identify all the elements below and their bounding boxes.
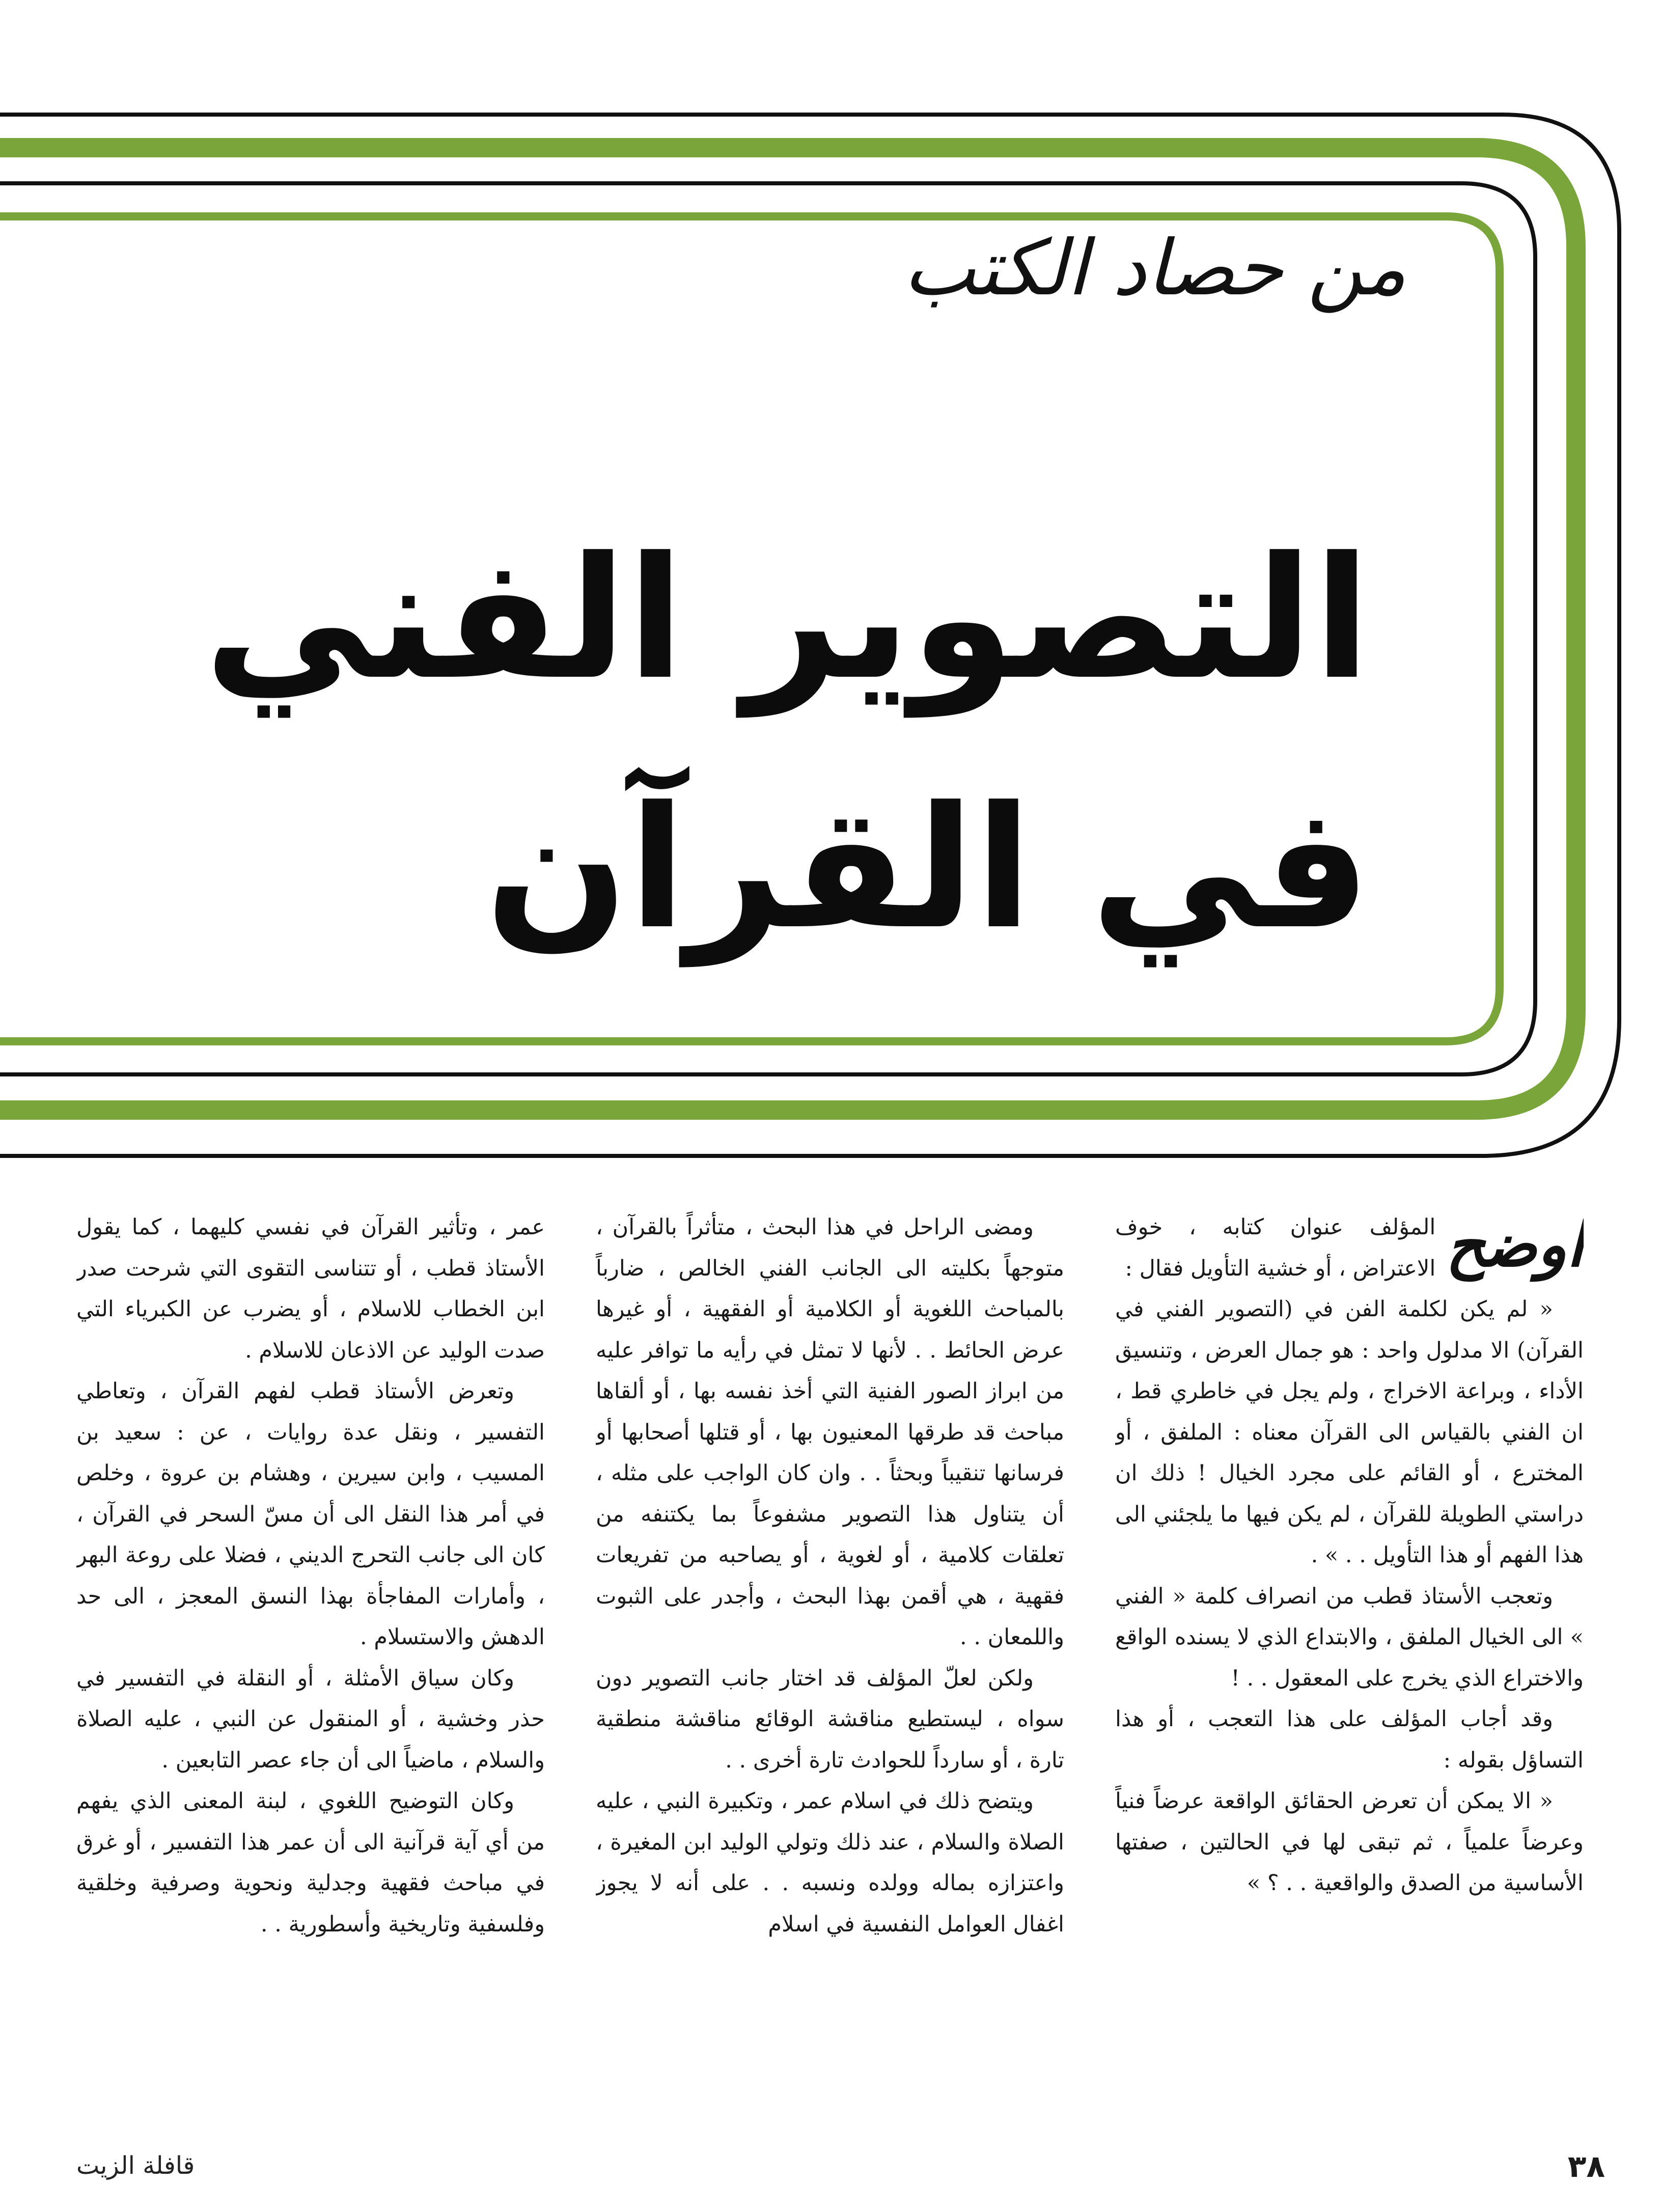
paragraph: وتعرض الأستاذ قطب لفهم القرآن ، وتعاطي التفسير ، ونقل عدة روايات ، عن : سعيد بن المسيب ، وابن سيرين ، وهشام بن عروة ، وخلص في أمر هذا النقل الى أن مسّ السحر في القرآن ، كان الى جانب التحرج الديني ، فضلا على روعة البهر ، وأمارات المفاجأة بهذا النسق المعجز ، الى حد الدهش والاستسلام .	[76, 1378, 545, 1650]
paragraph: وكان التوضيح اللغوي ، لبنة المعنى الذي يفهم من أي آية قرآنية الى أن عمر هذا التفسير ، أو غرق في مباحث فقهية وجدلية ونحوية وصرفية وخلقية وفلسفية وتاريخية وأسطورية . .	[76, 1788, 545, 1937]
paragraph: ولكن لعلّ المؤلف قد اختار جانب التصوير دون سواه ، ليستطيع مناقشة الوقائع مناقشة منطقية تارة ، أو سارداً للحوادث تارة أخرى . .	[596, 1665, 1064, 1773]
paragraph: « لم يكن لكلمة الفن في (التصوير الفني في القرآن) الا مدلول واحد : هو جمال العرض ، وتنسيق الأداء ، وبراعة الاخراج ، ولم يجل في خاطري قط ، ان الفني بالقياس الى القرآن معناه : الملفق ، أو المخترع ، أو القائم على مجرد الخيال ! ذلك ان دراستي الطويلة للقرآن ، لم يكن فيها ما يلجئني الى هذا الفهم أو هذا التأويل . . » .	[1115, 1296, 1584, 1568]
paragraph: وتعجب الأستاذ قطب من انصراف كلمة « الفني » الى الخيال الملفق ، والابتداع الذي لا يسنده الواقع والاختراع الذي يخرج على المعقول . . !	[1115, 1583, 1584, 1691]
article-body	[76, 1207, 1584, 2072]
text-column-1	[1115, 1207, 1584, 2072]
paragraph: ومضى الراحل في هذا البحث ، متأثراً بالقرآن ، متوجهاً بكليته الى الجانب الفني الخالص ، ضارباً بالمباحث اللغوية أو الكلامية أو الفقهية ، أو غيرها عرض الحائط . . لأنها لا تمثل في رأيه ما توافر عليه من ابراز الصور الفنية التي أخذ نفسه بها ، أو ألقاها مباحث قد طرقها المعنيون بها ، أو قتلها أصحابها أو فرسانها تنقيباً وبحثاً . . وان كان الواجب على مثله ، أن يتناول هذا التصوير مشفوعاً بما يكتنفه من تعلقات كلامية ، أو لغوية ، أو يصاحبه من تفريعات فقهية ، هي أقمن بهذا البحث ، وأجدر على الثبوت واللمعان . .	[596, 1214, 1064, 1650]
paragraph: وكان سياق الأمثلة ، أو النقلة في التفسير في حذر وخشية ، أو المنقول عن النبي ، عليه الصلاة والسلام ، ماضياً الى أن جاء عصر التابعين .	[76, 1665, 545, 1773]
paragraph: وقد أجاب المؤلف على هذا التعجب ، أو هذا التساؤل بقوله :	[1115, 1706, 1584, 1773]
drop-cap-word: اوضح	[1446, 1209, 1584, 1281]
article-title-line-1: التصوير الفني	[204, 521, 1371, 716]
article-title-line-2: في القرآن	[485, 770, 1371, 966]
paragraph: عمر ، وتأثير القرآن في نفسي كليهما ، كما يقول الأستاذ قطب ، أو تتناسى التقوى التي شرحت صدر ابن الخطاب للاسلام ، أو يضرب عن الكبرياء التي صدت الوليد عن الاذعان للاسلام .	[76, 1214, 545, 1363]
text-column-2	[596, 1207, 1064, 2072]
page-number: ٣٨	[1567, 2149, 1605, 2185]
paragraph: ويتضح ذلك في اسلام عمر ، وتكبيرة النبي ، عليه الصلاة والسلام ، عند ذلك وتولي الوليد ابن المغيرة ، واعتزازه بماله وولده ونسبه . . على أنه لا يجوز اغفال العوامل النفسية في اسلام	[596, 1788, 1064, 1937]
text-column-3	[76, 1207, 545, 2072]
section-label: من حصاد الكتب	[903, 224, 1406, 313]
paragraph: « الا يمكن أن تعرض الحقائق الواقعة عرضاً فنياً وعرضاً علمياً ، ثم تبقى لها في الحالتين ، صفتها الأساسية من الصدق والواقعية . . ؟ »	[1115, 1788, 1584, 1896]
paragraph: المؤلف عنوان كتابه ، خوف الاعتراض ، أو خشية التأويل فقال :	[1115, 1214, 1436, 1281]
magazine-name: قافلة الزيت	[76, 2151, 195, 2180]
